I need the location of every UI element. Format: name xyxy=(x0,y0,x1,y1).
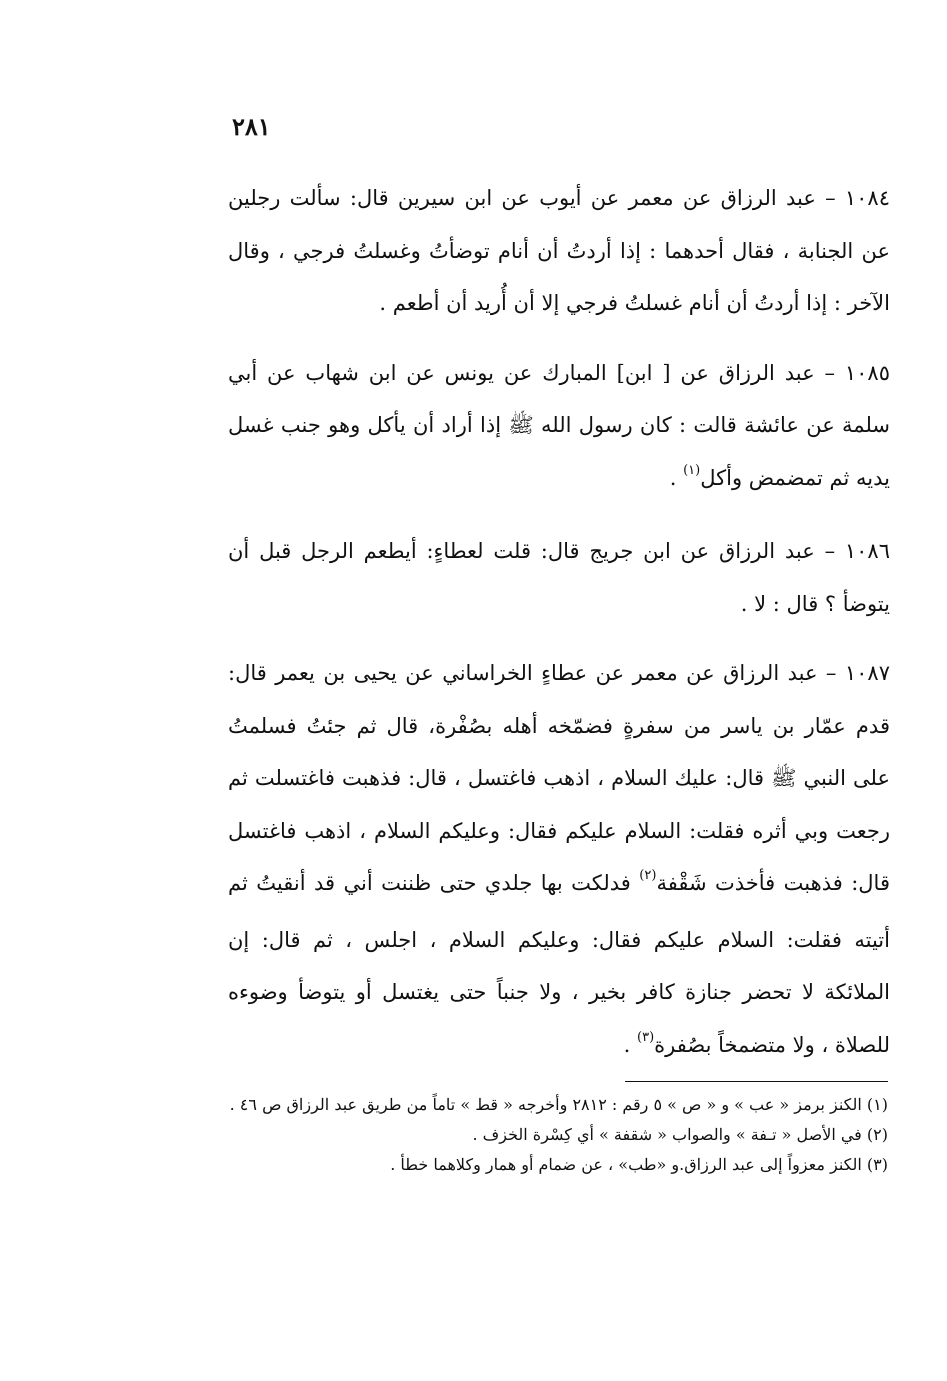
hadith-1085 xyxy=(228,347,890,509)
footnotes xyxy=(226,1090,888,1180)
hadith-text: عبد الرزاق عن معمر عن أيوب عن ابن سيرين قال: سألت رجلين عن الجنابة ، فقال أحدهما : إذا أردتُ أن أنام توضأتُ وغسلتُ فرجي ، وقال الآخر : إذا أردتُ أن أنام غسلتُ فرجي إلا أن أُريد أن أطعم . xyxy=(228,186,890,315)
footnote-divider xyxy=(625,1081,888,1082)
sentence-end: . xyxy=(623,1032,637,1057)
hadith-number: ١٠٨٤ – xyxy=(825,186,890,210)
footnote-marker: (٣) xyxy=(637,1029,655,1045)
hadith-1087 xyxy=(228,647,890,1075)
footnote-marker: (٢) xyxy=(639,868,657,883)
sentence-end: . xyxy=(669,465,684,490)
footnote-marker: (١) xyxy=(683,462,701,478)
page-number: ٢٨١ xyxy=(232,112,271,141)
hadith-text: عبد الرزاق عن ابن جريج قال: قلت لعطاءٍ: أيطعم الرجل قبل أن يتوضأ ؟ قال : لا . xyxy=(228,539,890,616)
footnote-3: (٣) الكنز معزواً إلى عبد الرزاق.و «طب» ، عن ضمام أو همار وكلاهما خطأ . xyxy=(390,1155,888,1174)
hadith-1084 xyxy=(228,172,890,330)
main-text xyxy=(228,172,890,1075)
footnote-2: (٢) في الأصل « تـفة » والصواب « شقفة » أي كِسْرة الخزف . xyxy=(472,1125,888,1144)
hadith-number: ١٠٨٦ – xyxy=(824,539,890,563)
hadith-number: ١٠٨٧ – xyxy=(825,661,890,685)
footnote-1: (١) الكنز برمز « عب » و « ص » ٥ رقم : ٢٨١٢ وأخرجه « قط » تاماً من طريق عبد الرزاق ص ٤٦ . xyxy=(229,1095,888,1114)
hadith-text: عبد الرزاق عن معمر عن عطاءٍ الخراساني عن يحيى بن يعمر قال: قدم عمّار بن ياسر من سفرةٍ فضمّخه أهله بصُفْرة، قال ثم جئتُ فسلمتُ على النبي ﷺ قال: عليك السلام ، اذهب فاغتسل ، قال: فذهبت فاغتسلت ثم رجعت وبي أثره فقلت: السلام عليكم فقال: وعليكم السلام ، اذهب فاغتسل قال: فذهبت فأخذت شَقْفة xyxy=(228,661,890,895)
hadith-text-continued: فدلكت بها جلدي حتى ظننت أني قد أنقيتُ ثم أتيته فقلت: السلام عليكم فقال: وعليكم السلام ، اجلس ، ثم قال: إن الملائكة لا تحضر جنازة كافر بخير ، ولا جنباً حتى يغتسل أو يتوضأ وضوءه للصلاة ، ولا متضمخاً بصُفرة xyxy=(228,871,890,1057)
hadith-text: عبد الرزاق عن [ ابن] المبارك عن يونس عن ابن شهاب عن أبي سلمة عن عائشة قالت : كان رسول الله ﷺ إذا أراد أن يأكل وهو جنب غسل يديه ثم تمضمض وأكل xyxy=(228,360,890,490)
hadith-number: ١٠٨٥ – xyxy=(824,360,890,385)
hadith-1086 xyxy=(228,525,890,630)
